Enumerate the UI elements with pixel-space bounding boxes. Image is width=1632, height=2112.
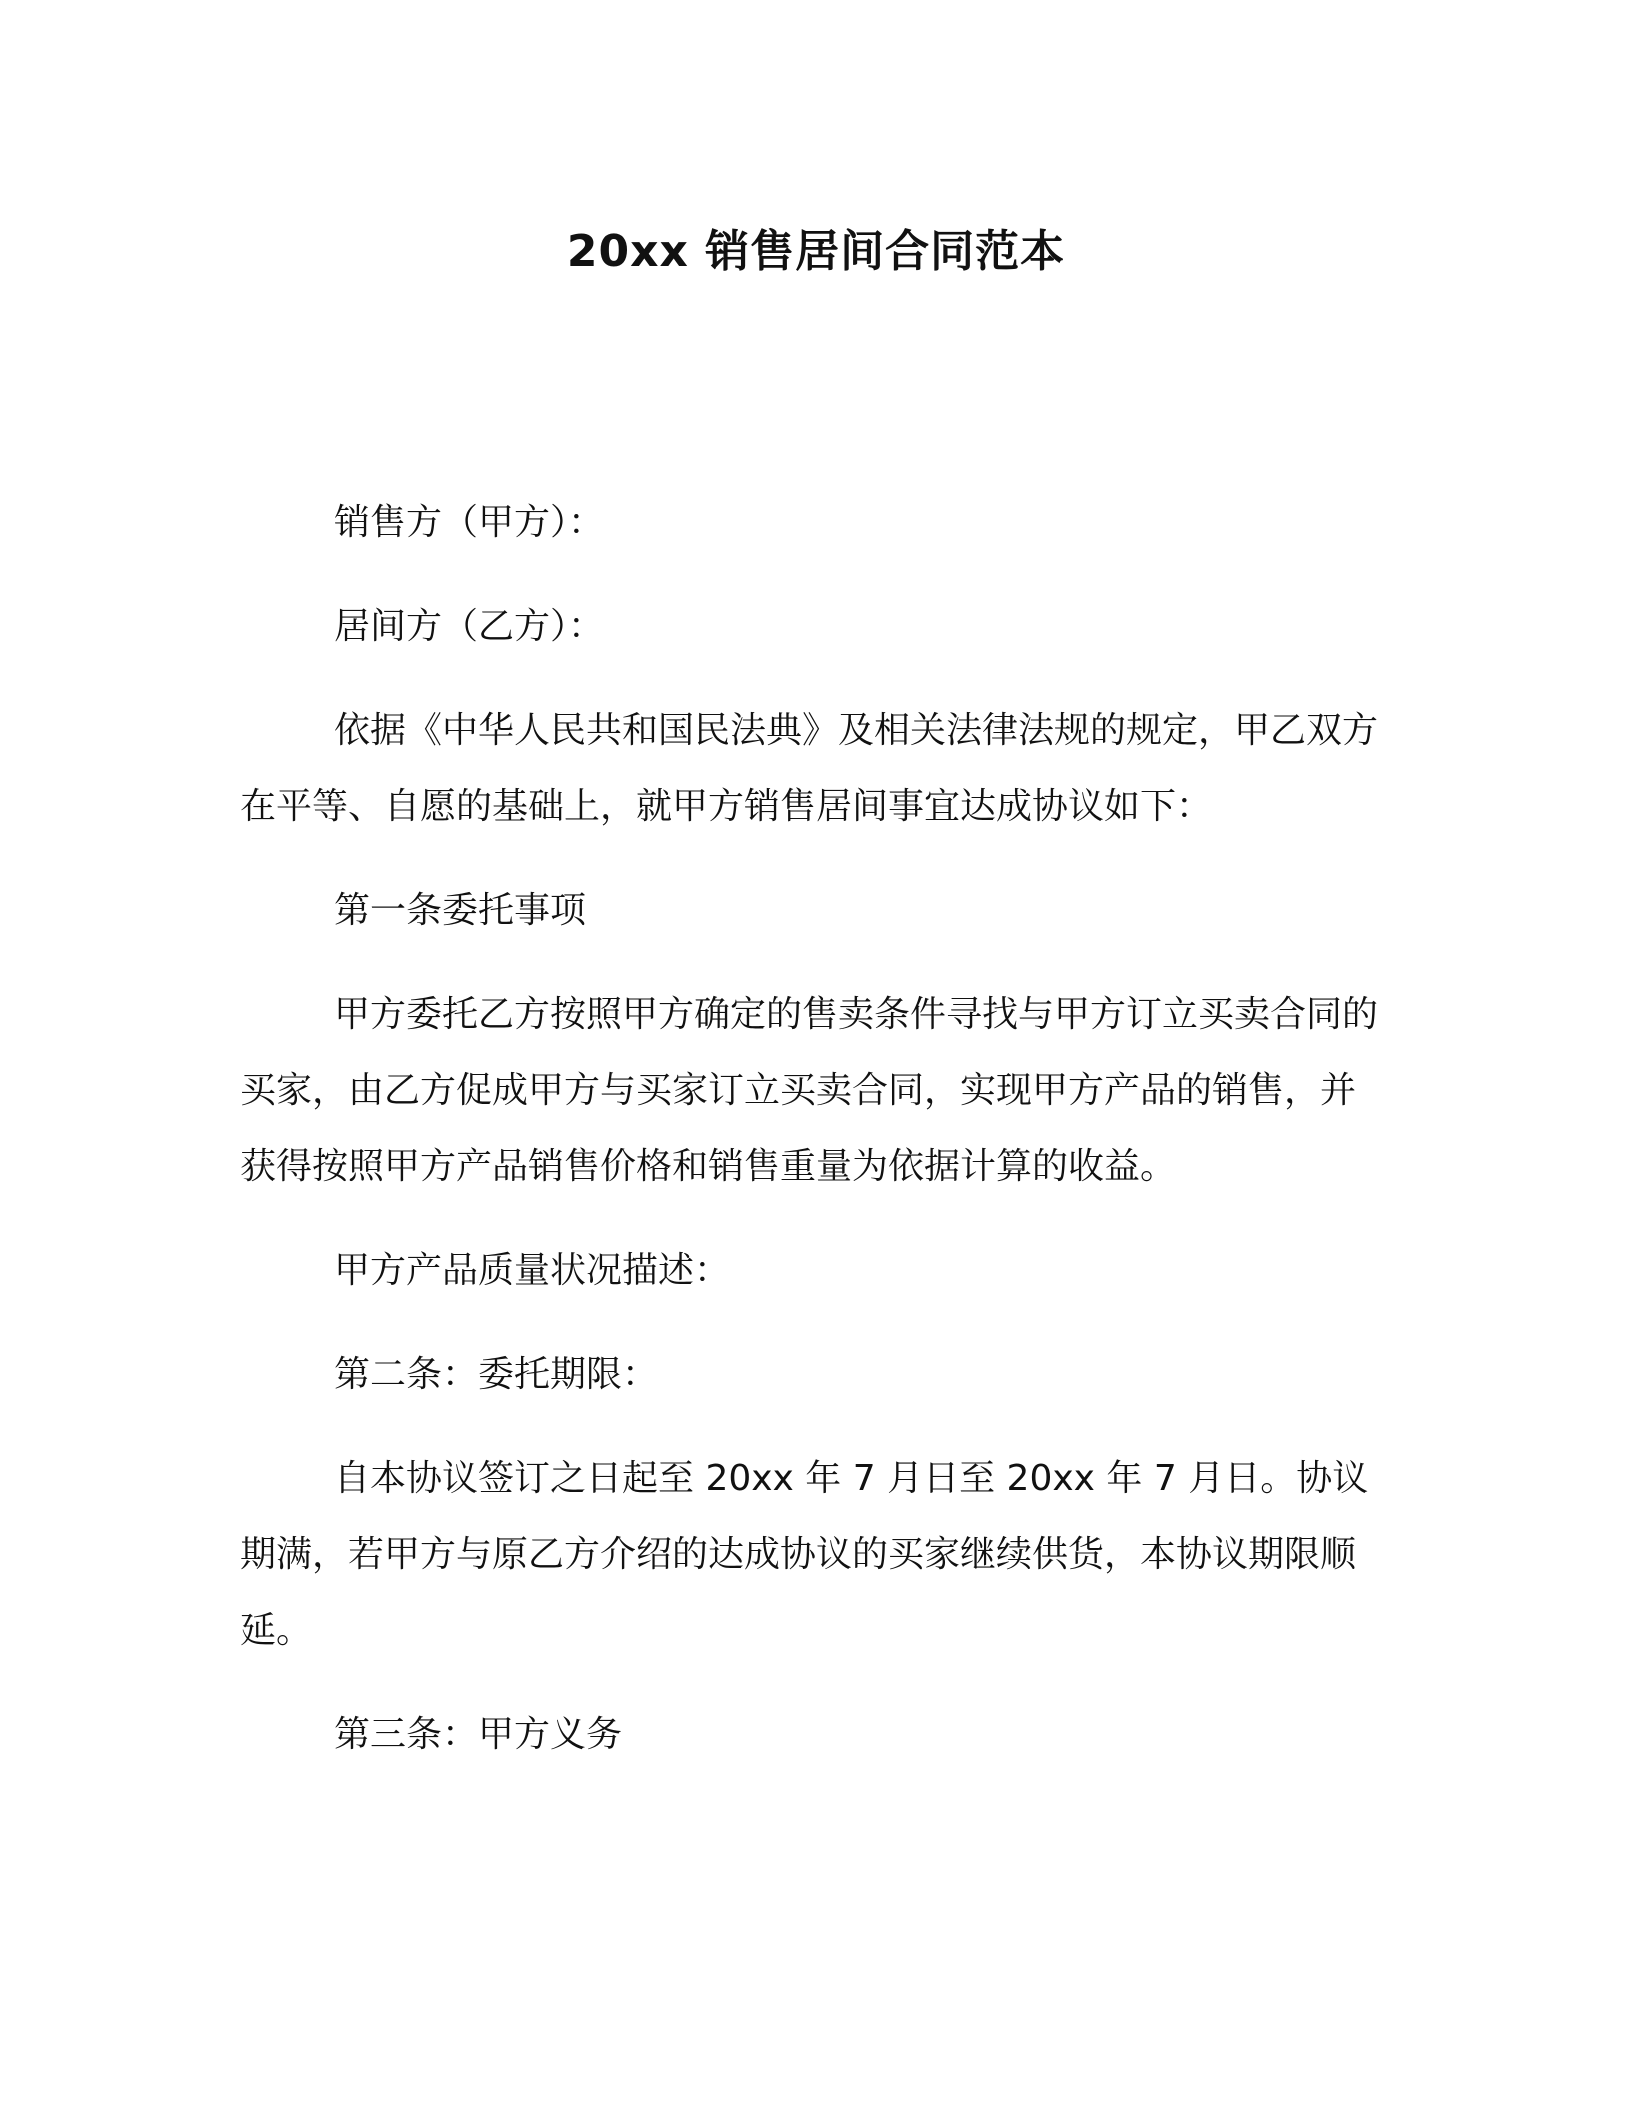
product-quality-line: 甲方产品质量状况描述： [334,1250,731,1291]
article-1-heading: 第一条委托事项 [334,890,587,931]
article-2-heading: 第二条：委托期限： [334,1354,659,1395]
article-3-heading: 第三条：甲方义务 [334,1714,623,1755]
document-title: 20xx 销售居间合同范本 [566,226,1066,277]
party-b-line: 居间方（乙方）： [334,606,605,647]
article-1-body: 甲方委托乙方按照甲方确定的售卖条件寻找与甲方订立买卖合同的买家，由乙方促成甲方与买家订立买卖合同，实现甲方产品的销售，并获得按照甲方产品销售价格和销售重量为依据计算的收益。 [240,994,1379,1187]
preamble-paragraph: 依据《中华人民共和国民法典》及相关法律法规的规定，甲乙双方在平等、自愿的基础上，就甲方销售居间事宜达成协议如下： [240,710,1379,827]
article-2-body: 自本协议签订之日起至 20xx 年 7 月日至 20xx 年 7 月日。协议期满，若甲方与原乙方介绍的达成协议的买家继续供货，本协议期限顺延。 [240,1458,1369,1651]
document-body [240,485,1380,1773]
party-a-line: 销售方（甲方）： [334,502,605,543]
